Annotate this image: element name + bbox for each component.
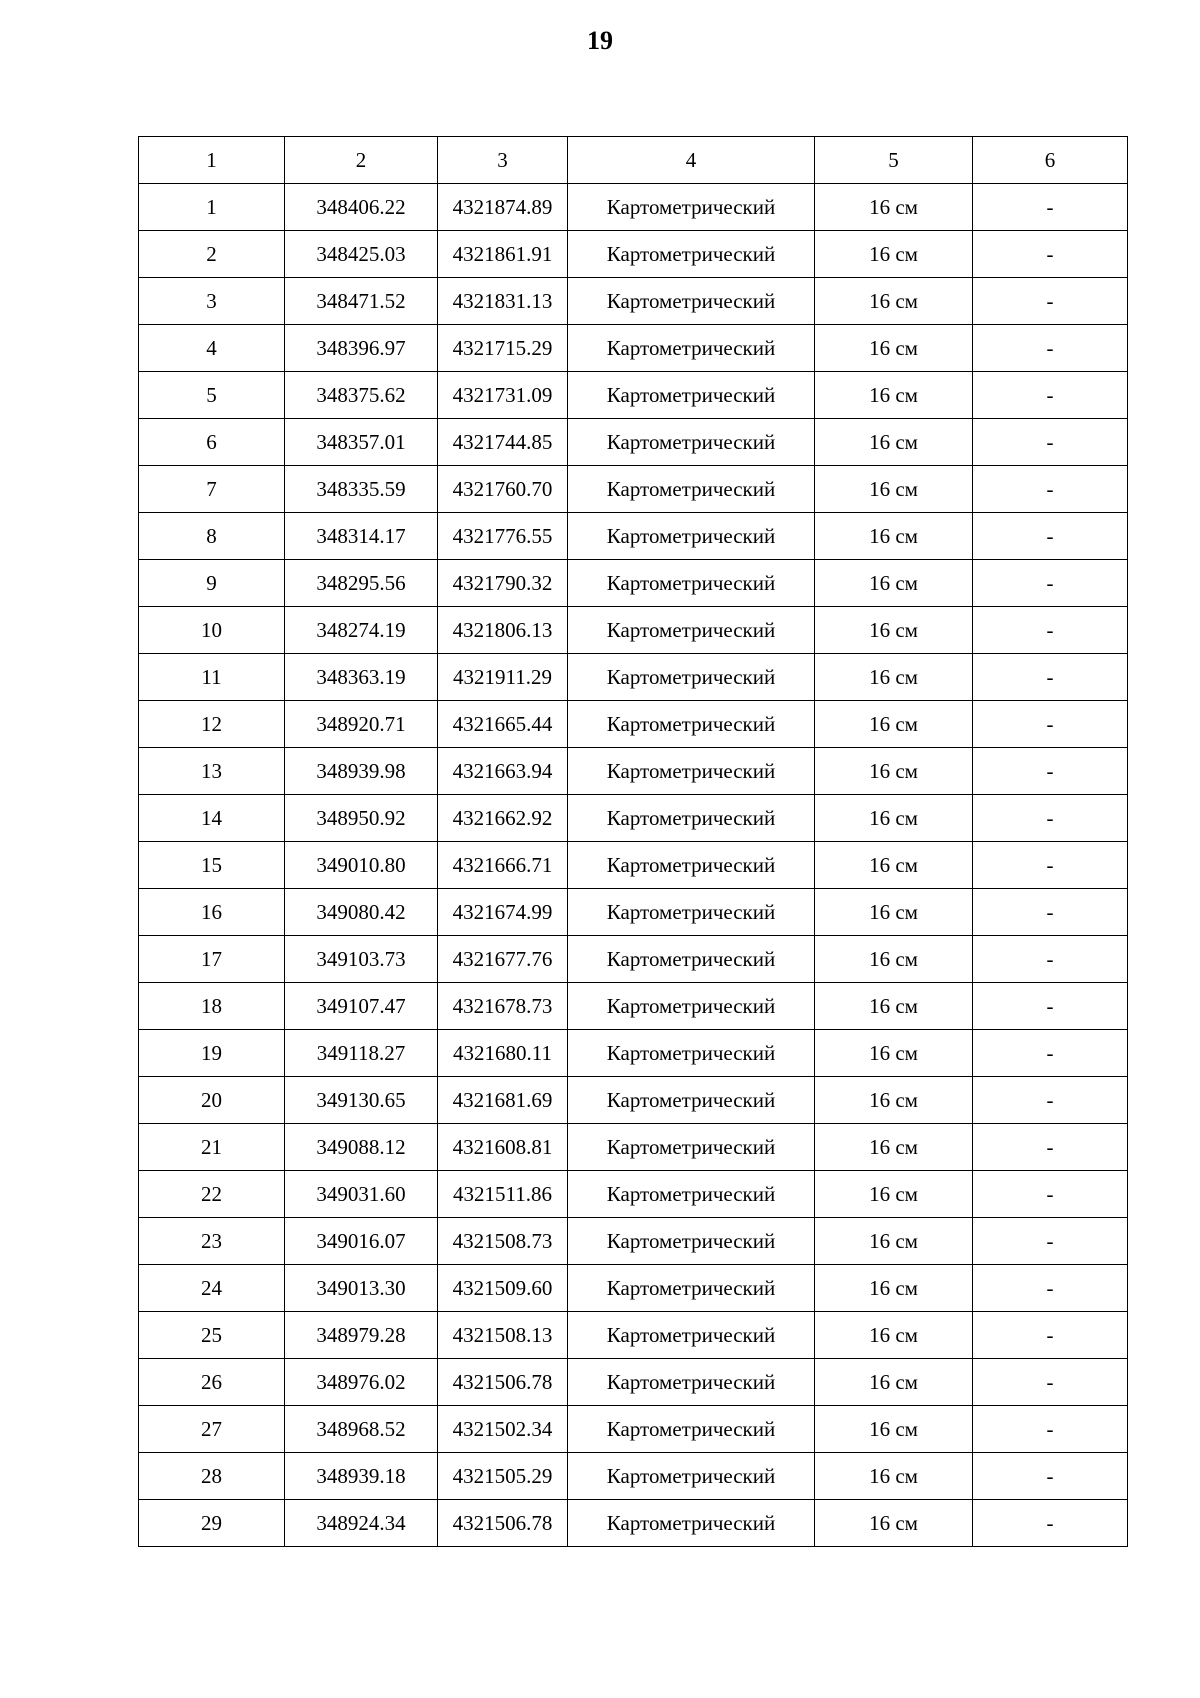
point-number-cell: 18 xyxy=(139,983,285,1030)
table-row xyxy=(139,983,1128,1030)
note-cell: - xyxy=(973,842,1128,889)
note-cell: - xyxy=(973,1124,1128,1171)
point-number-cell: 19 xyxy=(139,1030,285,1077)
method-cell: Картометрический xyxy=(568,560,815,607)
method-cell: Картометрический xyxy=(568,983,815,1030)
point-number-cell: 28 xyxy=(139,1453,285,1500)
method-cell: Картометрический xyxy=(568,748,815,795)
accuracy-cell: 16 см xyxy=(815,1077,973,1124)
column-header: 6 xyxy=(973,137,1128,184)
x-coordinate-cell: 349010.80 xyxy=(285,842,438,889)
accuracy-cell: 16 см xyxy=(815,1406,973,1453)
method-cell: Картометрический xyxy=(568,607,815,654)
method-cell: Картометрический xyxy=(568,1171,815,1218)
note-cell: - xyxy=(973,325,1128,372)
method-cell: Картометрический xyxy=(568,889,815,936)
table-row xyxy=(139,278,1128,325)
table-row xyxy=(139,1077,1128,1124)
x-coordinate-cell: 348924.34 xyxy=(285,1500,438,1547)
table-row xyxy=(139,1500,1128,1547)
column-header: 4 xyxy=(568,137,815,184)
point-number-cell: 21 xyxy=(139,1124,285,1171)
point-number-cell: 6 xyxy=(139,419,285,466)
x-coordinate-cell: 348363.19 xyxy=(285,654,438,701)
x-coordinate-cell: 348939.18 xyxy=(285,1453,438,1500)
method-cell: Картометрический xyxy=(568,513,815,560)
table-row xyxy=(139,607,1128,654)
method-cell: Картометрический xyxy=(568,1218,815,1265)
table-row xyxy=(139,1406,1128,1453)
accuracy-cell: 16 см xyxy=(815,231,973,278)
note-cell: - xyxy=(973,419,1128,466)
method-cell: Картометрический xyxy=(568,1124,815,1171)
table-header-row xyxy=(139,137,1128,184)
accuracy-cell: 16 см xyxy=(815,983,973,1030)
point-number-cell: 25 xyxy=(139,1312,285,1359)
y-coordinate-cell: 4321715.29 xyxy=(438,325,568,372)
point-number-cell: 10 xyxy=(139,607,285,654)
note-cell: - xyxy=(973,654,1128,701)
x-coordinate-cell: 348396.97 xyxy=(285,325,438,372)
table-row xyxy=(139,231,1128,278)
x-coordinate-cell: 348471.52 xyxy=(285,278,438,325)
accuracy-cell: 16 см xyxy=(815,1453,973,1500)
y-coordinate-cell: 4321744.85 xyxy=(438,419,568,466)
x-coordinate-cell: 348939.98 xyxy=(285,748,438,795)
method-cell: Картометрический xyxy=(568,842,815,889)
accuracy-cell: 16 см xyxy=(815,1359,973,1406)
y-coordinate-cell: 4321790.32 xyxy=(438,560,568,607)
method-cell: Картометрический xyxy=(568,419,815,466)
y-coordinate-cell: 4321911.29 xyxy=(438,654,568,701)
accuracy-cell: 16 см xyxy=(815,795,973,842)
accuracy-cell: 16 см xyxy=(815,889,973,936)
x-coordinate-cell: 349016.07 xyxy=(285,1218,438,1265)
y-coordinate-cell: 4321731.09 xyxy=(438,372,568,419)
accuracy-cell: 16 см xyxy=(815,513,973,560)
accuracy-cell: 16 см xyxy=(815,466,973,513)
table-body xyxy=(139,184,1128,1547)
method-cell: Картометрический xyxy=(568,654,815,701)
accuracy-cell: 16 см xyxy=(815,1312,973,1359)
point-number-cell: 11 xyxy=(139,654,285,701)
y-coordinate-cell: 4321874.89 xyxy=(438,184,568,231)
table-row xyxy=(139,1030,1128,1077)
method-cell: Картометрический xyxy=(568,278,815,325)
y-coordinate-cell: 4321506.78 xyxy=(438,1500,568,1547)
x-coordinate-cell: 348375.62 xyxy=(285,372,438,419)
point-number-cell: 17 xyxy=(139,936,285,983)
x-coordinate-cell: 348357.01 xyxy=(285,419,438,466)
table-row xyxy=(139,748,1128,795)
column-header: 2 xyxy=(285,137,438,184)
note-cell: - xyxy=(973,1359,1128,1406)
x-coordinate-cell: 348968.52 xyxy=(285,1406,438,1453)
method-cell: Картометрический xyxy=(568,1312,815,1359)
point-number-cell: 16 xyxy=(139,889,285,936)
accuracy-cell: 16 см xyxy=(815,372,973,419)
accuracy-cell: 16 см xyxy=(815,419,973,466)
note-cell: - xyxy=(973,513,1128,560)
note-cell: - xyxy=(973,1406,1128,1453)
method-cell: Картометрический xyxy=(568,936,815,983)
method-cell: Картометрический xyxy=(568,1077,815,1124)
note-cell: - xyxy=(973,1030,1128,1077)
y-coordinate-cell: 4321776.55 xyxy=(438,513,568,560)
point-number-cell: 4 xyxy=(139,325,285,372)
note-cell: - xyxy=(973,278,1128,325)
y-coordinate-cell: 4321666.71 xyxy=(438,842,568,889)
point-number-cell: 7 xyxy=(139,466,285,513)
y-coordinate-cell: 4321760.70 xyxy=(438,466,568,513)
x-coordinate-cell: 348950.92 xyxy=(285,795,438,842)
note-cell: - xyxy=(973,1500,1128,1547)
point-number-cell: 13 xyxy=(139,748,285,795)
x-coordinate-cell: 349130.65 xyxy=(285,1077,438,1124)
point-number-cell: 1 xyxy=(139,184,285,231)
page-number: 19 xyxy=(587,26,613,55)
table-row xyxy=(139,1312,1128,1359)
note-cell: - xyxy=(973,1171,1128,1218)
x-coordinate-cell: 349103.73 xyxy=(285,936,438,983)
x-coordinate-cell: 349088.12 xyxy=(285,1124,438,1171)
x-coordinate-cell: 349031.60 xyxy=(285,1171,438,1218)
table-row xyxy=(139,889,1128,936)
table-row xyxy=(139,184,1128,231)
note-cell: - xyxy=(973,1312,1128,1359)
y-coordinate-cell: 4321505.29 xyxy=(438,1453,568,1500)
table-row xyxy=(139,1171,1128,1218)
note-cell: - xyxy=(973,372,1128,419)
y-coordinate-cell: 4321674.99 xyxy=(438,889,568,936)
accuracy-cell: 16 см xyxy=(815,325,973,372)
y-coordinate-cell: 4321508.13 xyxy=(438,1312,568,1359)
accuracy-cell: 16 см xyxy=(815,560,973,607)
method-cell: Картометрический xyxy=(568,231,815,278)
table-row xyxy=(139,466,1128,513)
method-cell: Картометрический xyxy=(568,1406,815,1453)
point-number-cell: 12 xyxy=(139,701,285,748)
note-cell: - xyxy=(973,184,1128,231)
point-number-cell: 27 xyxy=(139,1406,285,1453)
method-cell: Картометрический xyxy=(568,184,815,231)
y-coordinate-cell: 4321680.11 xyxy=(438,1030,568,1077)
x-coordinate-cell: 348425.03 xyxy=(285,231,438,278)
x-coordinate-cell: 348406.22 xyxy=(285,184,438,231)
method-cell: Картометрический xyxy=(568,1453,815,1500)
y-coordinate-cell: 4321806.13 xyxy=(438,607,568,654)
accuracy-cell: 16 см xyxy=(815,1265,973,1312)
x-coordinate-cell: 349107.47 xyxy=(285,983,438,1030)
table-row xyxy=(139,842,1128,889)
method-cell: Картометрический xyxy=(568,1030,815,1077)
note-cell: - xyxy=(973,795,1128,842)
table-row xyxy=(139,513,1128,560)
x-coordinate-cell: 349118.27 xyxy=(285,1030,438,1077)
accuracy-cell: 16 см xyxy=(815,1124,973,1171)
note-cell: - xyxy=(973,1453,1128,1500)
point-number-cell: 23 xyxy=(139,1218,285,1265)
x-coordinate-cell: 348976.02 xyxy=(285,1359,438,1406)
accuracy-cell: 16 см xyxy=(815,184,973,231)
column-header: 3 xyxy=(438,137,568,184)
y-coordinate-cell: 4321511.86 xyxy=(438,1171,568,1218)
table-row xyxy=(139,701,1128,748)
point-number-cell: 8 xyxy=(139,513,285,560)
method-cell: Картометрический xyxy=(568,795,815,842)
accuracy-cell: 16 см xyxy=(815,1500,973,1547)
y-coordinate-cell: 4321608.81 xyxy=(438,1124,568,1171)
y-coordinate-cell: 4321506.78 xyxy=(438,1359,568,1406)
accuracy-cell: 16 см xyxy=(815,278,973,325)
x-coordinate-cell: 348335.59 xyxy=(285,466,438,513)
y-coordinate-cell: 4321662.92 xyxy=(438,795,568,842)
table-row xyxy=(139,1453,1128,1500)
note-cell: - xyxy=(973,1218,1128,1265)
x-coordinate-cell: 348274.19 xyxy=(285,607,438,654)
point-number-cell: 26 xyxy=(139,1359,285,1406)
y-coordinate-cell: 4321681.69 xyxy=(438,1077,568,1124)
method-cell: Картометрический xyxy=(568,1500,815,1547)
y-coordinate-cell: 4321678.73 xyxy=(438,983,568,1030)
method-cell: Картометрический xyxy=(568,1265,815,1312)
point-number-cell: 15 xyxy=(139,842,285,889)
x-coordinate-cell: 349013.30 xyxy=(285,1265,438,1312)
table-row xyxy=(139,936,1128,983)
table-row xyxy=(139,372,1128,419)
note-cell: - xyxy=(973,1265,1128,1312)
coordinates-table xyxy=(138,136,1128,1547)
note-cell: - xyxy=(973,607,1128,654)
accuracy-cell: 16 см xyxy=(815,842,973,889)
table-row xyxy=(139,795,1128,842)
method-cell: Картометрический xyxy=(568,466,815,513)
y-coordinate-cell: 4321831.13 xyxy=(438,278,568,325)
note-cell: - xyxy=(973,1077,1128,1124)
method-cell: Картометрический xyxy=(568,372,815,419)
method-cell: Картометрический xyxy=(568,701,815,748)
accuracy-cell: 16 см xyxy=(815,1030,973,1077)
point-number-cell: 22 xyxy=(139,1171,285,1218)
accuracy-cell: 16 см xyxy=(815,1218,973,1265)
column-header: 1 xyxy=(139,137,285,184)
y-coordinate-cell: 4321502.34 xyxy=(438,1406,568,1453)
point-number-cell: 9 xyxy=(139,560,285,607)
note-cell: - xyxy=(973,983,1128,1030)
column-header: 5 xyxy=(815,137,973,184)
table-row xyxy=(139,560,1128,607)
accuracy-cell: 16 см xyxy=(815,701,973,748)
y-coordinate-cell: 4321508.73 xyxy=(438,1218,568,1265)
table-row xyxy=(139,1124,1128,1171)
y-coordinate-cell: 4321663.94 xyxy=(438,748,568,795)
table-row xyxy=(139,419,1128,466)
x-coordinate-cell: 348920.71 xyxy=(285,701,438,748)
y-coordinate-cell: 4321677.76 xyxy=(438,936,568,983)
note-cell: - xyxy=(973,466,1128,513)
note-cell: - xyxy=(973,889,1128,936)
x-coordinate-cell: 348979.28 xyxy=(285,1312,438,1359)
x-coordinate-cell: 348295.56 xyxy=(285,560,438,607)
y-coordinate-cell: 4321665.44 xyxy=(438,701,568,748)
table-row xyxy=(139,654,1128,701)
note-cell: - xyxy=(973,231,1128,278)
note-cell: - xyxy=(973,701,1128,748)
accuracy-cell: 16 см xyxy=(815,607,973,654)
point-number-cell: 20 xyxy=(139,1077,285,1124)
x-coordinate-cell: 349080.42 xyxy=(285,889,438,936)
point-number-cell: 2 xyxy=(139,231,285,278)
table-row xyxy=(139,1218,1128,1265)
y-coordinate-cell: 4321861.91 xyxy=(438,231,568,278)
point-number-cell: 14 xyxy=(139,795,285,842)
point-number-cell: 29 xyxy=(139,1500,285,1547)
accuracy-cell: 16 см xyxy=(815,936,973,983)
point-number-cell: 3 xyxy=(139,278,285,325)
table-row xyxy=(139,1359,1128,1406)
note-cell: - xyxy=(973,560,1128,607)
method-cell: Картометрический xyxy=(568,325,815,372)
y-coordinate-cell: 4321509.60 xyxy=(438,1265,568,1312)
note-cell: - xyxy=(973,748,1128,795)
method-cell: Картометрический xyxy=(568,1359,815,1406)
table-row xyxy=(139,325,1128,372)
note-cell: - xyxy=(973,936,1128,983)
x-coordinate-cell: 348314.17 xyxy=(285,513,438,560)
accuracy-cell: 16 см xyxy=(815,1171,973,1218)
accuracy-cell: 16 см xyxy=(815,654,973,701)
point-number-cell: 5 xyxy=(139,372,285,419)
point-number-cell: 24 xyxy=(139,1265,285,1312)
table-row xyxy=(139,1265,1128,1312)
accuracy-cell: 16 см xyxy=(815,748,973,795)
